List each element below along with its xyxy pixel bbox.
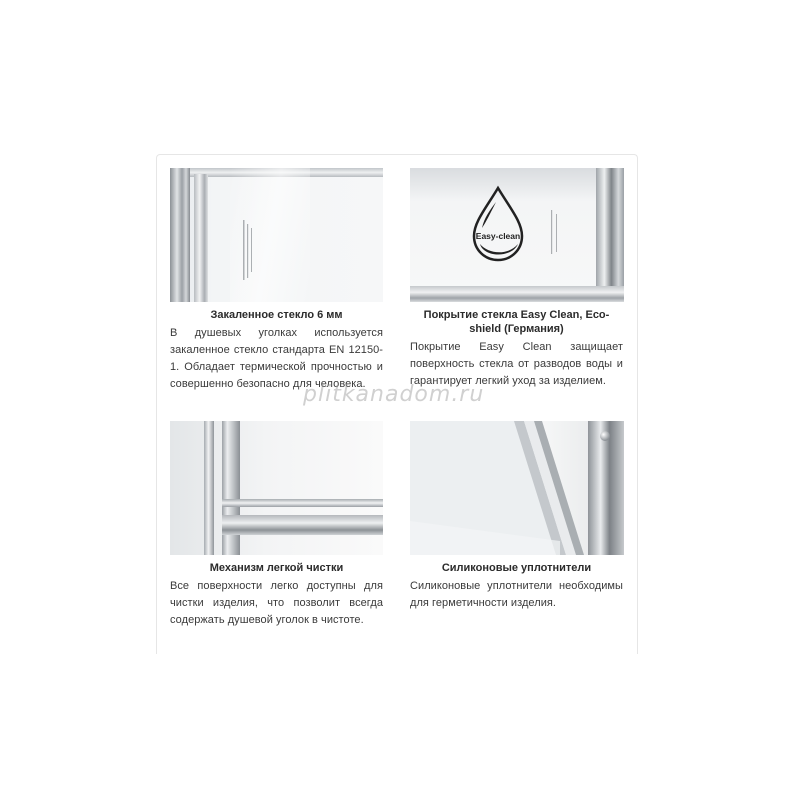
- fastener-icon: [600, 431, 610, 441]
- glass-marking-icon: [545, 208, 565, 258]
- sticker-label: Easy-clean: [475, 231, 521, 241]
- feature-description: В душевых уголках используется закаленное стекло стандарта EN 12150-1. Обладает термической прочностью и совершенно безопасно для человека.: [170, 327, 383, 390]
- silicone-seal-photo: [410, 421, 624, 555]
- feature-easy-cleaning: [170, 421, 383, 629]
- feature-description: Покрытие Easy Clean защищает поверхность стекла от разводов воды и гарантирует легкий уход за изделием.: [410, 341, 623, 387]
- feature-easy-clean: [410, 168, 623, 390]
- easy-cleaning-photo: [170, 421, 383, 555]
- tempered-glass-photo: [170, 168, 383, 302]
- water-drop-icon: [468, 184, 528, 264]
- feature-title: Покрытие стекла Easy Clean, Eco-shield (Германия): [423, 309, 610, 335]
- feature-silicone-seals: [410, 421, 623, 612]
- feature-title: Силиконовые уплотнители: [441, 562, 592, 574]
- feature-title: Закаленное стекло 6 мм: [210, 309, 343, 321]
- easy-clean-photo: [410, 168, 624, 302]
- feature-tempered-glass: [170, 168, 383, 393]
- feature-title: Механизм легкой чистки: [209, 562, 344, 574]
- watermark: plitkanadom.ru: [303, 382, 485, 407]
- feature-description: Силиконовые уплотнители необходимы для герметичности изделия.: [410, 580, 623, 609]
- feature-description: Все поверхности легко доступны для чистки изделия, что позволит всегда содержать душевой уголок в чистоте.: [170, 580, 383, 626]
- glass-marking-icon: [225, 218, 265, 288]
